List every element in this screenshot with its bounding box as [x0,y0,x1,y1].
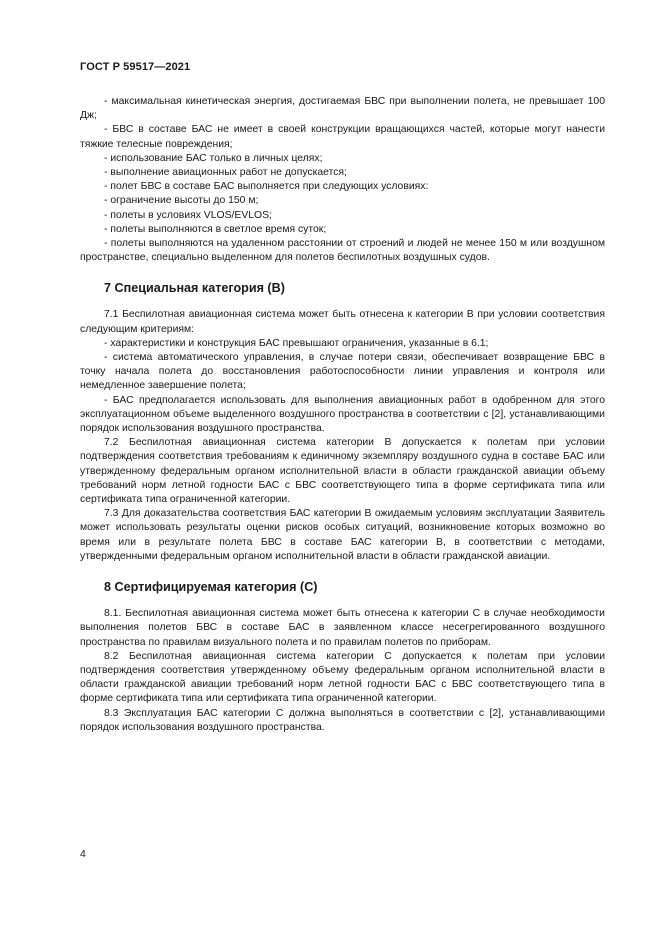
page-number: 4 [80,848,86,860]
paragraph-7-3: 7.3 Для доказательства соответствия БАС категории В ожидаемым условиям эксплуатации Заявитель может использовать результаты оценки рисков особых ситуаций, возникновение которых возможно во время или в результате полета БВС в составе БАС категории В, в соответствии с методами, утвержденными федеральным органом исполнительной власти в области гражданской авиации. [80,508,605,562]
list-continuation [80,95,605,265]
paragraph-8-3: 8.3 Эксплуатация БАС категории С должна выполняться в соответствии с [2], устанавливающими порядок использования воздушного пространства. [80,707,605,733]
paragraph-8-1: 8.1. Беспилотная авиационная система может быть отнесена к категории С в случае необходимости выполнения полетов БВС в составе БАС в заявленном классе несегрегированного воздушного пространства по правилам визуального полета и по правилам полетов по приборам. [80,608,605,648]
list-item: - БАС предполагается использовать для выполнения авиационных работ в одобренном для этого эксплуатационном объеме выделенного воздушного пространства в соответствии с [2], устанавливающими порядок использования воздушного пространства. [80,394,605,435]
document-header: ГОСТ Р 59517—2021 [80,61,191,73]
section-7-body [80,308,605,564]
page-content [80,95,605,735]
paragraph-7-1: 7.1 Беспилотная авиационная система может быть отнесена к категории В при условии соответствия следующим критериям: [80,309,605,335]
list-item: - система автоматического управления, в случае потери связи, обеспечивает возвращение БВС в точку начала полета до восстановления работоспособности линии управления и контроля или немедленное завершение полета; [80,352,605,392]
section-7-title: 7 Специальная категория (В) [104,281,285,296]
section-8-title: 8 Сертифицируемая категория (С) [104,580,318,595]
list-item: - ограничение высоты до 150 м; [104,195,259,207]
list-item: - максимальная кинетическая энергия, достигаемая БВС при выполнении полета, не превышает 100 Дж; [80,96,605,122]
list-item: - полеты в условиях VLOS/EVLOS; [104,209,272,221]
list-item: - полет БВС в составе БАС выполняется при следующих условиях: [104,181,429,193]
section-8-body [80,607,605,735]
paragraph-8-2: 8.2 Беспилотная авиационная система категории С допускается к полетам при условии подтверждения соответствия утвержденному объему федеральным органом исполнительной власти в области гражданской авиации требований норм летной годности БАС с БВС соответствующего типа в форме сертификата типа или сертификата типа ограниченной категории. [80,650,605,705]
list-item: - БВС в составе БАС не имеет в своей конструкции вращающихся частей, которые могут нанести тяжкие телесные повреждения; [80,124,605,150]
list-item: - полеты выполняются на удаленном расстоянии от строений и людей не менее 150 м или воздушном пространстве, специально выделенном для полетов беспилотных воздушных судов. [80,238,605,264]
list-item: - выполнение авиационных работ не допускается; [104,167,347,179]
list-item: - полеты выполняются в светлое время суток; [104,223,327,235]
list-item: - характеристики и конструкция БАС превышают ограничения, указанные в 6.1; [104,337,489,349]
paragraph-7-2: 7.2 Беспилотная авиационная система категории В допускается к полетам при условии подтверждения соответствия требованиям к единичному экземпляру воздушного судна в составе БАС или утвержденному федеральным органом исполнительной власти в области гражданской авиации объему требований норм летной годности БАС с БВС соответствующего типа в форме сертификата типа или сертификата типа ограниченной категории. [80,437,605,506]
list-item: - использование БАС только в личных целях; [104,152,323,164]
